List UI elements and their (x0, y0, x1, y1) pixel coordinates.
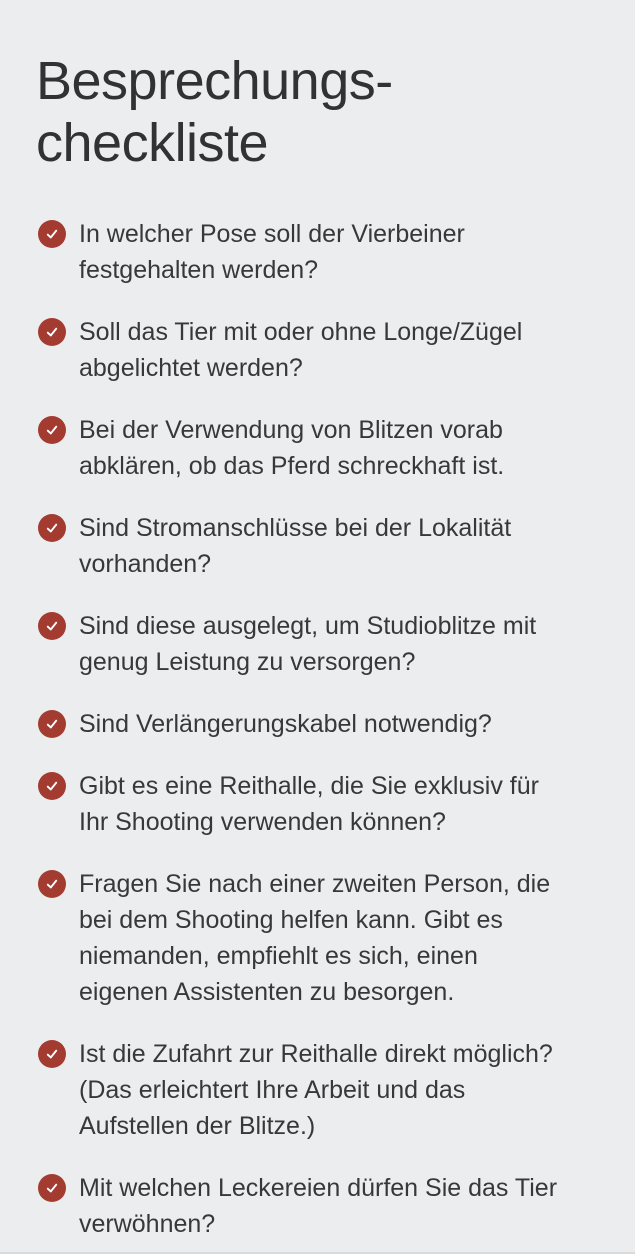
list-item-text: Fragen Sie nach einer zweiten Person, die bei dem Shooting helfen kann. Gibt es niemanden, empfiehlt es sich, einen eigenen Assistenten zu besorgen. (79, 870, 551, 1006)
checkmark-icon (38, 514, 66, 542)
list-item (38, 1036, 579, 1144)
checkmark-icon (38, 318, 66, 346)
list-item (38, 706, 579, 742)
checkmark-icon (38, 416, 66, 444)
checkmark-icon (38, 220, 66, 248)
list-item-text: Sind diese ausgelegt, um Studioblitze mit genug Leistung zu versorgen? (79, 612, 537, 676)
checkmark-icon (38, 772, 66, 800)
list-item-text: Mit welchen Leckereien dürfen Sie das Tier verwöhnen? (79, 1174, 558, 1238)
list-item-text: In welcher Pose soll der Vierbeiner festgehalten werden? (79, 220, 465, 284)
list-item (38, 216, 579, 288)
list-item (38, 510, 579, 582)
checkmark-icon (38, 710, 66, 738)
list-item-text: Ist die Zufahrt zur Reithalle direkt möglich? (Das erleichtert Ihre Arbeit und das Aufstellen der Blitze.) (79, 1040, 553, 1140)
checkmark-icon (38, 870, 66, 898)
list-item-text: Bei der Verwendung von Blitzen vorab abklären, ob das Pferd schreckhaft ist. (79, 416, 505, 480)
list-item (38, 768, 579, 840)
checklist (36, 216, 579, 1242)
page-title-line-2: checkliste (36, 113, 269, 173)
list-item-text: Soll das Tier mit oder ohne Longe/Zügel abgelichtet werden? (79, 318, 523, 382)
list-item-text: Sind Stromanschlüsse bei der Lokalität vorhanden? (79, 514, 512, 578)
list-item (38, 608, 579, 680)
checkmark-icon (38, 1174, 66, 1202)
page-title-line-1: Besprechungs- (36, 51, 393, 111)
page-title (36, 50, 579, 174)
list-item (38, 1170, 579, 1242)
list-item-text: Gibt es eine Reithalle, die Sie exklusiv für Ihr Shooting verwenden können? (79, 772, 539, 836)
list-item (38, 866, 579, 1010)
checkmark-icon (38, 612, 66, 640)
list-item (38, 412, 579, 484)
list-item-text: Sind Verlängerungskabel notwendig? (79, 710, 492, 738)
list-item (38, 314, 579, 386)
checkmark-icon (38, 1040, 66, 1068)
